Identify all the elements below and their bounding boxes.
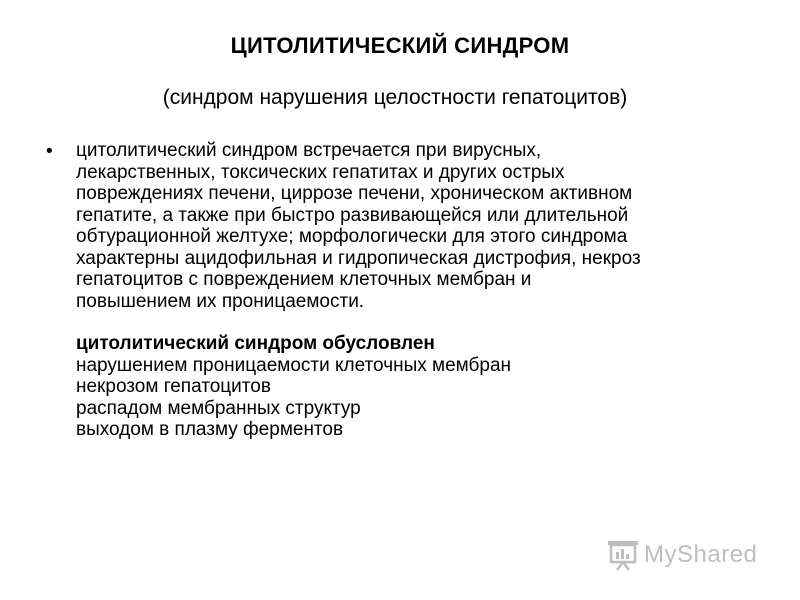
description-line: гепатоцитов с повреждением клеточных мембран и: [76, 269, 532, 290]
description-line: повреждениях печени, циррозе печени, хроническом активном: [76, 183, 633, 204]
presentation-board-icon: [606, 539, 640, 571]
cause-item: выходом в плазму ферментов: [76, 419, 344, 440]
description-line: цитолитический синдром встречается при вирусных,: [76, 140, 542, 161]
cause-item: распадом мембранных структур: [76, 397, 361, 419]
causes-heading: цитолитический синдром обусловлен: [76, 333, 435, 354]
causes-block: [76, 333, 776, 441]
cause-item: некрозом гепатоцитов: [76, 376, 271, 397]
description-line: обтурационной желтухе; морфологически для этого синдрома: [76, 226, 628, 247]
bullet-marker: •: [46, 141, 53, 162]
slide-subtitle: (синдром нарушения целостности гепатоцитов): [162, 86, 628, 109]
description-line: лекарственных, токсических гепатитах и других острых: [76, 161, 565, 183]
description-line: гепатите, а также при быстро развивающейся или длительной: [76, 204, 629, 226]
watermark: [606, 538, 757, 572]
description-paragraph: [76, 140, 776, 312]
watermark-text: MyShared: [644, 541, 758, 568]
description-line: характерны ацидофильная и гидропическая дистрофия, некроз: [76, 247, 641, 269]
slide-title: ЦИТОЛИТИЧЕСКИЙ СИНДРОМ: [230, 33, 570, 58]
cause-item: нарушением проницаемости клеточных мембран: [76, 354, 512, 376]
bullet-content: [76, 140, 776, 441]
description-line: повышением их проницаемости.: [76, 290, 365, 312]
